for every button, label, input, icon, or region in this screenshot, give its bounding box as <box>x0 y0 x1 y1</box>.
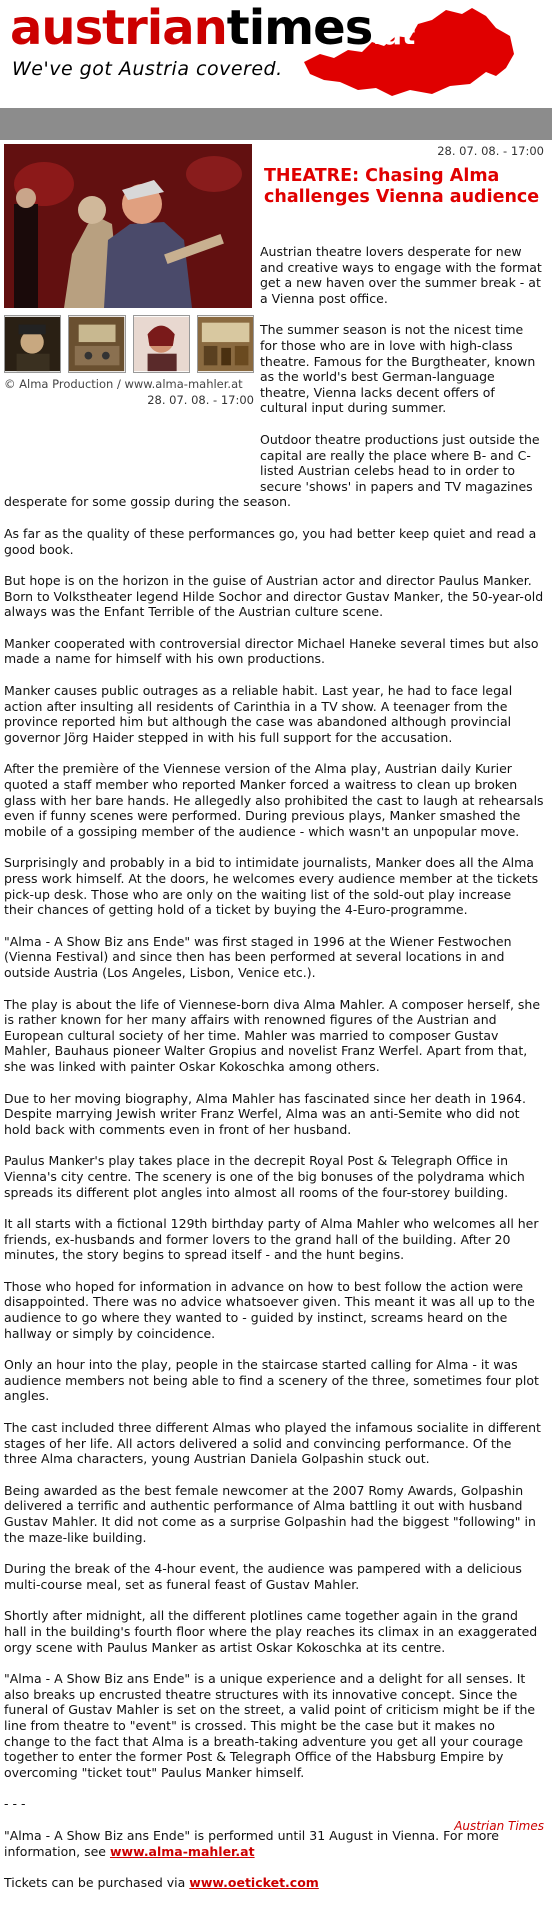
article-paragraph: Shortly after midnight, all the different plotlines came together again in the grand hall in the building's fourth floor where the play reaches its climax in an exaggerated orgy scene with Paulus Manker as artist Oskar Kokoschka at its centre. <box>4 1608 538 1655</box>
alma-mahler-link[interactable]: www.alma-mahler.at <box>109 1843 255 1859</box>
logo-part-austrian: austrian <box>10 0 227 56</box>
article-paragraph: Surprisingly and probably in a bid to intimidate journalists, Manker does all the Alma press work himself. At the doors, he welcomes every audience member at the tickets pick-up desk. Those who are only on the waiting list of the sold-out play increase their chances of getting hold of a ticket by buying the 4-Euro-programme. <box>4 855 539 918</box>
tickets-text: Tickets can be purchased via <box>4 1875 190 1891</box>
article-headline: THEATRE: Chasing Alma challenges Vienna audience <box>264 166 540 207</box>
nav-band <box>0 108 552 140</box>
signature: Austrian Times <box>454 1819 544 1833</box>
article-paragraph: The play is about the life of Viennese-born diva Alma Mahler. A composer herself, she is rather known for her many affairs with renowned figures of the Austrian and European cultural society of her time. Mahler was married to composer Gustav Mahler, Bauhaus pioneer Walter Gropius and novelist Franz Werfel. Apart from that, she was linked with painter Oskar Kokoschka among others. <box>4 996 541 1074</box>
photo-date: 28. 07. 08. - 17:00 <box>147 393 254 407</box>
article-paragraph: Austrian theatre lovers desperate for new and creative ways to engage with the format get a new haven over the summer break - at a Vienna post office. <box>260 244 542 306</box>
photo-credit: © Alma Production / www.alma-mahler.at <box>4 377 243 391</box>
site-tagline: We've got Austria covered. <box>12 58 283 80</box>
logo-part-domain: .at <box>372 18 416 51</box>
site-header <box>0 0 552 108</box>
article-paragraph: But hope is on the horizon in the guise of Austrian actor and director Paulus Manker. Born to Volkstheater legend Hilde Sochor and director Gustav Manker, the 50-year-old always was the Enfant Terrible of the Austrian culture scene. <box>4 573 544 620</box>
article-paragraph: The summer season is not the nicest time for those who are in love with high-class theatre. Famous for the Burgtheater, known as the world's best German-language theatre, Vienna lacks decent offers of cultural input during summer. <box>260 322 536 416</box>
tickets-paragraph <box>4 1875 544 1891</box>
article-body <box>4 244 544 1907</box>
site-logo[interactable] <box>10 0 416 56</box>
article-paragraph: Only an hour into the play, people in the staircase started calling for Alma - it was audience members not being able to find a scenery of the three, sometimes four plot angles. <box>4 1357 539 1404</box>
logo-part-times: times <box>226 0 373 56</box>
article-paragraph: Outdoor theatre productions just outside the capital are really the place where B- and C-listed Austrian celebs head to in order to secure 'shows' in papers and TV magazines desperate for some gossip during the season. <box>4 431 540 510</box>
article-paragraph: It all starts with a fictional 129th birthday party of Alma Mahler who welcomes all her friends, ex-husbands and former lovers to the grand hall of the building. After 20 minutes, the story begins to spread itself - and the hunt begins. <box>4 1216 539 1263</box>
article-paragraph: Being awarded as the best female newcomer at the 2007 Romy Awards, Golpashin delivered a terrific and authentic performance of Alma battling it out with husband Gustav Mahler. It did not come as a surprise Golpashin had the biggest "following" in the maze-like building. <box>4 1482 536 1545</box>
article-date: 28. 07. 08. - 17:00 <box>437 144 544 158</box>
article-paragraph: The cast included three different Almas who played the infamous socialite in different stages of her life. All actors delivered a solid and convincing performance. Of the three Alma characters, young Austrian Daniela Golpashin stuck out. <box>4 1420 541 1467</box>
article-paragraph: Due to her moving biography, Alma Mahler has fascinated since her death in 1964. Despite marrying Jewish writer Franz Werfel, Alma was an anti-Semite who did not hold back with comments even in front of her husband. <box>4 1090 526 1137</box>
article-paragraph: As far as the quality of these performances go, you had better keep quiet and read a good book. <box>4 525 537 557</box>
article-separator: - - - <box>4 1796 26 1812</box>
article-paragraph: "Alma - A Show Biz ans Ende" is a unique experience and a delight for all senses. It also breaks up encrusted theatre structures with its innovative concept. Since the funeral of Gustav Mahler is set on the street, a valid point of criticism might be if the line from theatre to "event" is crossed. This might be the case but it makes no change to the fact that Alma is a breath-taking adventure you get all your courage together to enter the former Post & Telegraph Office of the Habsburg Empire by overcoming "ticket tout" Paulus Manker himself. <box>4 1671 536 1780</box>
article-paragraph: Paulus Manker's play takes place in the decrepit Royal Post & Telegraph Office in Vienna's city centre. The scenery is one of the big bonuses of the polydrama which spreads its different plot angles into almost all rooms of the four-storey building. <box>4 1153 525 1200</box>
oeticket-link[interactable]: www.oeticket.com <box>189 1875 319 1891</box>
article-paragraph: During the break of the 4-hour event, the audience was pampered with a delicious multi-course meal, set as funeral feast of Gustav Mahler. <box>4 1561 522 1592</box>
article-paragraph: After the première of the Viennese version of the Alma play, Austrian daily Kurier quoted a staff member who reported Manker forced a waitress to clean up broken glass with her bare hands. He allegedly also prohibited the cast to laugh at rehearsals even if funny scenes were performed. During previous plays, Manker smashed the mobile of a gossiping member of the audience - which wasn't an unpopular move. <box>4 761 544 839</box>
article-paragraph: Those who hoped for information in advance on how to best follow the action were disappointed. There was no advice whatsoever given. This meant it was all up to the audience to go where they wanted to - guided by instinct, screams heard on the hallway or simply by coincidence. <box>4 1278 535 1341</box>
info-text: "Alma - A Show Biz ans Ende" is performed until 31 August in Vienna. For more information, see <box>4 1827 499 1859</box>
article-paragraph: "Alma - A Show Biz ans Ende" was first staged in 1996 at the Wiener Festwochen (Vienna Festival) and since then has been performed at several locations in and outside Austria (Los Angeles, Lisbon, Venice etc.). <box>4 933 512 980</box>
article-paragraph: Manker cooperated with controversial director Michael Haneke several times but also made a name for himself with his own productions. <box>4 635 539 667</box>
article-paragraph: Manker causes public outrages as a reliable habit. Last year, he had to face legal action after insulting all residents of Carinthia in a TV show. A teenager from the province reported him but although the case was abandoned although provincial governor Jörg Haider stepped in with his full support for the accusation. <box>4 683 513 745</box>
